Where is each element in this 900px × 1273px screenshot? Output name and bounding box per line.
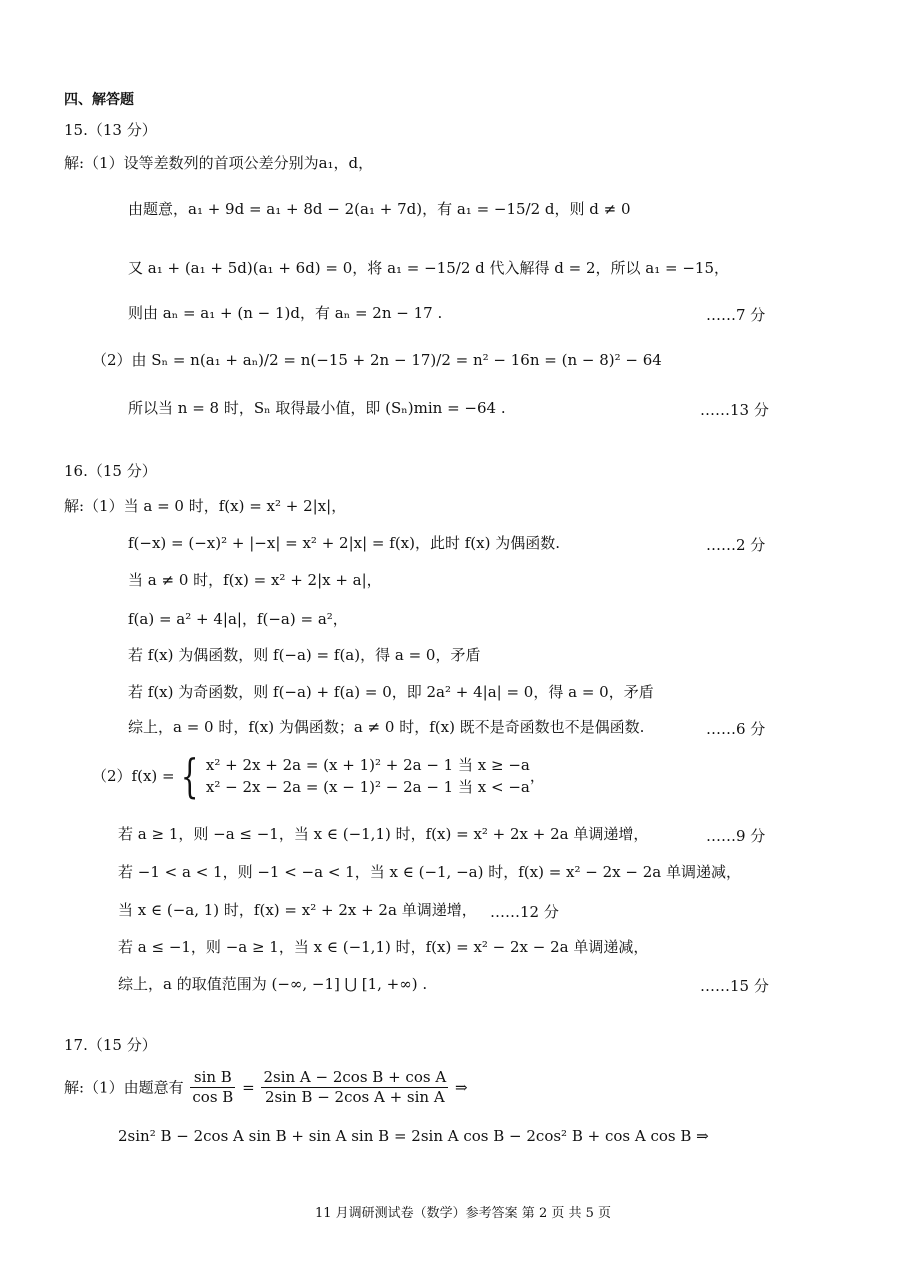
q16-header: 16.（15 分）	[64, 462, 157, 480]
q16-score-6: ……6 分	[706, 720, 766, 738]
q17-rhs-num: 2sin A − 2cos B + cos A	[263, 1068, 447, 1086]
q16-line-4: f(a) = a² + 4|a|，f(−a) = a²，	[128, 610, 348, 628]
q16-line-12: 若 a ≤ −1，则 −a ≥ 1，当 x ∈ (−1,1) 时，f(x) = x² − 2x − 2a 单调递减，	[118, 938, 649, 956]
q16-line-11: 当 x ∈ (−a, 1) 时，f(x) = x² + 2x + 2a 单调递增，	[118, 901, 477, 919]
q16-line-9: 若 a ≥ 1，则 −a ≤ −1，当 x ∈ (−1,1) 时，f(x) = x² + 2x + 2a 单调递增，	[118, 825, 649, 843]
q16-score-15: ……15 分	[700, 977, 769, 995]
q17-lhs-den: cos B	[192, 1087, 234, 1106]
q17-line-2: 2sin² B − 2cos A sin B + sin A sin B = 2sin A cos B − 2cos² B + cos A cos B ⇒	[118, 1127, 709, 1145]
q17-lhs-num: sin B	[190, 1068, 235, 1088]
section-title: 四、解答题	[64, 92, 134, 108]
q16-line-3: 当 a ≠ 0 时，f(x) = x² + 2|x + a|，	[128, 571, 382, 589]
q15-line-6: 所以当 n = 8 时，Sₙ 取得最小值，即 (Sₙ)min = −64 .	[128, 399, 506, 417]
q15-line-1: 解:（1）设等差数列的首项公差分别为a₁，d，	[64, 154, 374, 172]
q16-line-6: 若 f(x) 为奇函数，则 f(−a) + f(a) = 0，即 2a² + 4|a| = 0，得 a = 0，矛盾	[128, 683, 654, 701]
brace-icon: {	[180, 749, 199, 803]
q15-line-4: 则由 aₙ = a₁ + (n − 1)d，有 aₙ = 2n − 17 .	[128, 304, 443, 322]
q15-line-3: 又 a₁ + (a₁ + 5d)(a₁ + 6d) = 0，将 a₁ = −15/2 d 代入解得 d = 2，所以 a₁ = −15，	[128, 259, 730, 277]
q16-cases	[206, 756, 530, 796]
q17-line-1	[64, 1068, 468, 1107]
q16-case-2: x² − 2x − 2a = (x − 1)² − 2a − 1 当 x < −a	[205, 778, 530, 796]
q16-line-5: 若 f(x) 为偶函数，则 f(−a) = f(a)，得 a = 0，矛盾	[128, 646, 481, 664]
q15-header: 15.（13 分）	[64, 121, 157, 139]
q16-line-2: f(−x) = (−x)² + |−x| = x² + 2|x| = f(x)，此时 f(x) 为偶函数.	[128, 534, 561, 552]
q16-score-12: ……12 分	[490, 903, 559, 921]
q15-score-7: ……7 分	[706, 306, 766, 324]
q17-line-1-prefix: 解:（1）由题意有	[64, 1078, 184, 1097]
q16-line-10: 若 −1 < a < 1，则 −1 < −a < 1，当 x ∈ (−1, −a) 时，f(x) = x² − 2x − 2a 单调递减，	[118, 863, 741, 881]
q15-line-2: 由题意，a₁ + 9d = a₁ + 8d − 2(a₁ + 7d)，有 a₁ = −15/2 d，则 d ≠ 0	[128, 200, 631, 218]
q17-lhs-fraction	[190, 1068, 235, 1107]
q16-score-2: ……2 分	[706, 536, 766, 554]
q15-score-13: ……13 分	[700, 401, 769, 419]
q17-rhs-fraction	[261, 1068, 448, 1107]
q16-case-1: x² + 2x + 2a = (x + 1)² + 2a − 1 当 x ≥ −a	[205, 756, 530, 774]
q16-line-1: 解:（1）当 a = 0 时，f(x) = x² + 2|x|，	[64, 497, 347, 515]
q16-piecewise	[92, 749, 545, 803]
q16-piecewise-prefix: （2）f(x) =	[92, 767, 175, 785]
q16-score-9: ……9 分	[706, 827, 766, 845]
q17-header: 17.（15 分）	[64, 1036, 157, 1054]
q15-line-5: （2）由 Sₙ = n(a₁ + aₙ)/2 = n(−15 + 2n − 17)/2 = n² − 16n = (n − 8)² − 64	[92, 351, 662, 369]
q16-line-13: 综上，a 的取值范围为 (−∞, −1] ⋃ [1, +∞) .	[118, 975, 428, 993]
implies-icon: ⇒	[454, 1078, 468, 1097]
q16-line-7: 综上，a = 0 时，f(x) 为偶函数；a ≠ 0 时，f(x) 既不是奇函数也不是偶函数.	[128, 718, 645, 736]
page-footer: 11 月调研测试卷（数学）参考答案 第 2 页 共 5 页	[315, 1206, 612, 1221]
equals-sign: =	[242, 1078, 255, 1097]
q17-rhs-den: 2sin B − 2cos A + sin A	[264, 1087, 445, 1106]
q16-piecewise-suffix: ，	[529, 767, 545, 785]
